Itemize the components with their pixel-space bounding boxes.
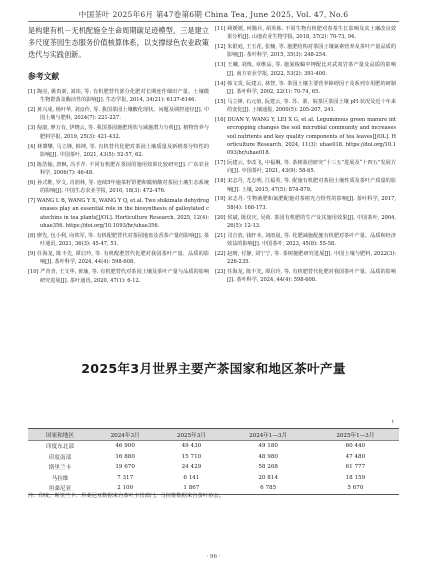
- reference-item: [22] 赵晴, 付静, 刘宁宁, 等. 茶树施肥研究进展[J]. 中国土壤与肥料, 2022(3): 226-235.: [215, 250, 396, 266]
- references-heading: 参考文献: [28, 72, 60, 81]
- table-unit: t: [392, 420, 394, 425]
- table-cell: 印度东北部: [46, 444, 74, 451]
- reference-item: [8] 廖先, 包小利, 向铁军, 等. 有机配肥替代对茶园地盘及香茶产量的影响[J]. 茶叶通讯, 2021, 36(3): 45-47, 51.: [28, 232, 209, 248]
- reference-item: [11] 顾媛媛, 何腾兵, 胡英栋. 不同生物有机肥对春茶生长影响及其土壤改良效果分析[J]. 山地农业生物学报, 2018, 37(2): 70-73, 94.: [215, 26, 396, 41]
- tea-production-table: [28, 428, 399, 495]
- reference-item: [21] 司吉放, 钱轩本, 刘雨晨, 等. 化肥减施配施有机肥对茶叶产量、品质和经济效益的影响[J]. 中国茶叶, 2023, 45(8): 55-58.: [215, 232, 396, 248]
- reference-item: [9] 任海龙, 陈丰先, 谭启玲, 等. 有机配肥替代化肥对我国茶叶产量、品质的影响[J]. 茶叶科学, 2024, 44(4): 598-608.: [28, 251, 209, 266]
- table-cell: 6 141: [183, 474, 200, 481]
- table-cell: 49 430: [181, 443, 202, 450]
- table-cell: 7 317: [117, 474, 134, 481]
- column-header: 2025年3月: [158, 429, 224, 441]
- reference-item: [19] 宋志丹. 生物菌肥和氮肥配施对茶树光合特性的影响[J]. 茶叶科学, 2017, 58(4): 168-173.: [215, 196, 396, 211]
- reference-item: [10] 严青青, 王文华, 黄瑜, 等. 有机肥替代对茶园土壤及茶叶产量与品质的影响研究进展[J]. 茶叶通讯, 2020, 47(1): 6-12.: [28, 269, 209, 284]
- table-row: [28, 441, 399, 452]
- reference-item: [2] 黄兴成, 杨叶华, 刘彦伶, 等. 我国茶园土壤酸化现状、问题及调控途径[J]. 中国土壤与肥料, 2024(7): 221-227.: [28, 107, 209, 122]
- table-cell: 18 159: [345, 474, 366, 481]
- reference-list-left: [28, 88, 209, 285]
- table-cell: 46 900: [115, 443, 135, 450]
- table-cell: 20 814: [258, 474, 278, 481]
- table-row: [28, 473, 399, 484]
- table-row: [28, 452, 399, 463]
- page-number: · 96 ·: [206, 554, 221, 560]
- reference-item: [18] 宋志丹, 尤志明, 江福英, 等. 配施有机肥对茶园土壤性质及茶叶产质量的影响[J]. 土壤, 2015, 47(5): 874-879.: [215, 178, 396, 193]
- table-cell: 19 670: [115, 464, 135, 471]
- reference-item: [4] 林肇攀, 马立锋, 韩坤, 等. 有机替代化肥对茶园土壤质量及新梢茶分特性的影响[J]. 中国茶叶, 2021, 43(5): 52-57, 62.: [28, 143, 209, 158]
- running-header: 中国茶叶 2025年6月 第47卷第6期 China Tea, June 2025, Vol. 47, No.6: [78, 10, 349, 19]
- table-cell: 1 867: [158, 483, 224, 494]
- reference-item: [16] DUAN Y, WANG Y, LEI X G, et al. Leguminous green manure intercropping changes the soil microbial community and increases soil nutrients and key quality components of tea leaves[J/OL]. Horticulture Research, 2024, 11(3): uhae018. https://doi.org/10.1093/hr/uhae018.: [215, 116, 396, 157]
- table-cell: 47 480: [345, 453, 366, 460]
- table-cell: 5 670: [312, 483, 399, 494]
- column-header: 2024年3月: [92, 429, 158, 441]
- table-cell: 坦桑尼亚: [28, 483, 92, 494]
- right-column: [215, 25, 396, 286]
- reference-item: [6] 孙式维, 罗文, 肖润林, 等. 连续5年施菜籽饼肥和腐殖酸对茶园土壤生态系统的影响[J]. 中国生态农业学报, 2010, 18(3): 472-476.: [28, 179, 209, 195]
- intro-paragraph: 是构建有机－无机配施全生命周期碳足迹模型，三是建立多尺度茶园生态服务价值核算体系，以支撑绿色农业政策迭代与实践创新。: [28, 26, 209, 59]
- reference-item: [7] WANG L B, WANG Y X, WANG Y Q, et al. Two shikimate dehydrogenases play an essential role in the biosynthesis of galloylated catechins in tea plants[J/OL]. Horticulture Research, 2025, 12(4): uhae356. https://doi.org/10.1093/hr/uhae356.: [28, 198, 209, 230]
- reference-list-right: [215, 25, 396, 285]
- column-header: 2024年1—3月: [225, 429, 312, 441]
- reference-item: [20] 侯斌, 陈仅庆, 吴荷. 茶园有机肥的生产及其施用效果[J]. 中国茶叶, 2004, 26(5): 12-13.: [215, 214, 396, 229]
- reference-item: [15] 马立锋, 石元值, 阮建云, 等. 苏、浙、皖茶区茶园土壤 pH 状况及近十年来的变化[J]. 土壤通报, 2000(5): 205-207, 241.: [215, 98, 396, 114]
- reference-item: [12] 朱银庭, 王玉花, 张楠, 等. 施肥结构对茶园土壤氮素营养及茶叶产量品质的影响[J]. 茶叶科学, 2015, 35(3): 248-254.: [215, 44, 396, 59]
- table-footnote: 注：印度、斯里兰卡、坦桑尼亚数据来自茶叶主管部门，马拉维数据来自茶叶协会。: [28, 493, 224, 499]
- table-cell: 2 100: [92, 483, 158, 494]
- table-cell: 48 980: [258, 453, 278, 460]
- table-cell: 61 777: [345, 464, 366, 471]
- column-header: 2025年1—3月: [312, 429, 399, 441]
- reference-item: [3] 倪康, 廖万有, 伊晓云, 等. 我国茶园施肥现状与减施潜力分析[J]. 植物营养与肥料学报, 2019, 25(3): 421-432.: [28, 125, 209, 140]
- table-header-row: [28, 429, 399, 441]
- reference-item: [17] 阮建云, 李改飞, 中福琳, 等. 茶树栽培研究“十三五”进展及“十四五”发展方向[J]. 中国茶叶, 2021, 43(9): 58-65.: [215, 160, 396, 175]
- table-row: [28, 462, 399, 473]
- table-cell: 16 880: [115, 453, 135, 460]
- table-cell: 印度南部: [48, 454, 72, 461]
- left-column: [28, 25, 209, 286]
- table-cell: 6 785: [225, 483, 312, 494]
- column-header: 国家和地区: [28, 429, 92, 441]
- table-cell: 58 268: [258, 464, 278, 471]
- table-cell: 斯里兰卡: [48, 465, 72, 472]
- reference-item: [14] 韩文炎, 阮建云, 林智, 等. 茶园土壤主要营养障碍因子及系列专用肥的研制[J]. 茶叶科学, 2002, 22(1): 70-74, 65.: [215, 80, 396, 95]
- reference-item: [1] 陶亮, 姚贵新, 刘玮, 等. 有机肥替代部分化肥对长期连作烟田产量、土壤微生物群落及酶活性的影响[J]. 生态学报, 2014, 34(21): 6137-6146.: [28, 89, 209, 104]
- table-cell: 49 180: [258, 443, 278, 450]
- reference-item: [23] 任海龙, 陈丰先, 谭启玲, 等. 有机肥替代化肥对我国茶叶产量、品质的影响[J]. 茶叶科学, 2024, 44(4): 598-608.: [215, 269, 396, 284]
- header-rule: [28, 21, 399, 22]
- table-title: 2025年3月世界主要产茶国家和地区茶叶产量: [81, 361, 346, 376]
- table-cell: 24 429: [181, 464, 202, 471]
- reference-item: [13] 王曦, 刘炼, 章维品, 等. 施氮梳稿中钾配比对武夷岩茶产量及品质的影响[J]. 南方农业学报, 2022, 53(2): 391-400.: [215, 62, 396, 77]
- table-cell: 马拉维: [51, 475, 69, 482]
- table-cell: 15 710: [181, 453, 202, 460]
- table-cell: 60 440: [345, 443, 366, 450]
- reference-item: [5] 陈浩翰, 唐枫, 冯手芹. 不同有机肥在茶园的施用效果比较研究[J]. 广东农业科学, 2006(7): 46-48.: [28, 161, 209, 177]
